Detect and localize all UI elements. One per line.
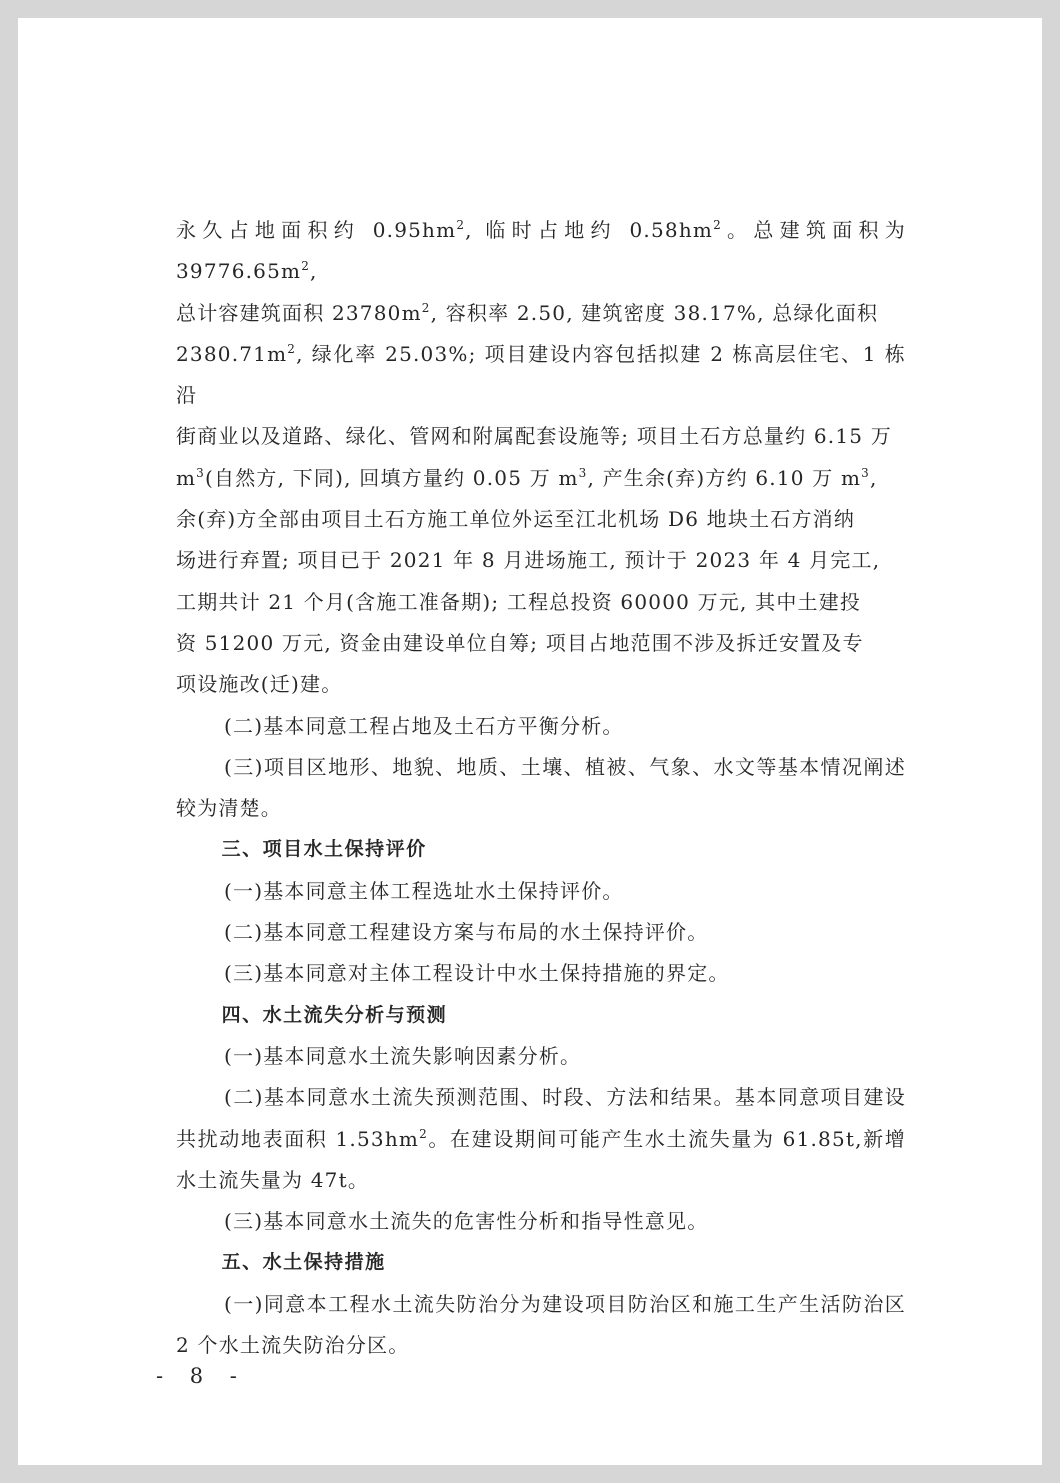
- paragraph-prevention-zones: (一)同意本工程水土流失防治分为建设项目防治区和施工生产生活防治区 2 个水土流失防治分区。: [176, 1291, 906, 1358]
- paragraph-loss-prediction: (二)基本同意水土流失预测范围、时段、方法和结果。基本同意项目建设共扰动地表面积 $1.53hm^2$。在建设期间可能产生水土流失量为 61.85t,新增水土流失量为 47t。: [176, 1085, 906, 1192]
- overview-line: 余(弃)方全部由项目土石方施工单位外运至江北机场 D6 地块土石方消纳: [176, 507, 856, 532]
- overview-line: 街商业以及道路、绿化、管网和附属配套设施等; 项目土石方总量约 6.15 万: [176, 424, 892, 449]
- overview-line: 总计容建筑面积 $23780m^2$, 容积率 2.50, 建筑密度 38.17%, 总绿化面积: [176, 300, 879, 325]
- paragraph-hazard-analysis: (三)基本同意水土流失的危害性分析和指导性意见。: [224, 1209, 709, 1234]
- section-heading-4: 四、水土流失分析与预测: [221, 1003, 448, 1026]
- section-heading-3: 三、项目水土保持评价: [221, 838, 427, 861]
- paragraph-layout-evaluation: (二)基本同意工程建设方案与布局的水土保持评价。: [224, 920, 709, 945]
- page-number: - 8 -: [156, 1364, 247, 1388]
- paragraph-measure-definition: (三)基本同意对主体工程设计中水土保持措施的界定。: [224, 961, 730, 986]
- overview-line: 资 51200 万元, 资金由建设单位自筹; 项目占地范围不涉及拆迁安置及专: [176, 630, 864, 655]
- overview-line: 工期共计 21 个月(含施工准备期); 工程总投资 60000 万元, 其中土建投: [176, 589, 862, 614]
- paragraph-project-overview: [176, 210, 906, 706]
- overview-line: 项设施改(迁)建。: [176, 672, 343, 697]
- paragraph-loss-factors: (一)基本同意水土流失影响因素分析。: [224, 1043, 582, 1068]
- overview-line: $2380.71m^2$, 绿化率 25.03%; 项目建设内容包括拟建 2 栋高层住宅、1 栋沿: [176, 341, 906, 408]
- overview-line: 场进行弃置; 项目已于 2021 年 8 月进场施工, 预计于 2023 年 4 月完工,: [176, 548, 881, 573]
- paragraph-site-conditions: (三)项目区地形、地貌、地质、土壤、植被、气象、水文等基本情况阐述较为清楚。: [176, 754, 906, 821]
- overview-line: 永久占地面积约 $0.95hm^2$, 临时占地约 $0.58hm^2$。总建筑面积为 $39776.65m^2$,: [176, 218, 906, 284]
- document-body: [176, 210, 906, 1366]
- overview-line: $m^3$(自然方, 下同), 回填方量约 0.05 万 $m^3$, 产生余(弃)方约 6.10 万 $m^3$,: [176, 465, 878, 490]
- document-page: [18, 18, 1042, 1465]
- section-heading-5: 五、水土保持措施: [221, 1251, 386, 1274]
- paragraph-land-balance: (二)基本同意工程占地及土石方平衡分析。: [224, 713, 624, 738]
- paragraph-site-selection: (一)基本同意主体工程选址水土保持评价。: [224, 878, 624, 903]
